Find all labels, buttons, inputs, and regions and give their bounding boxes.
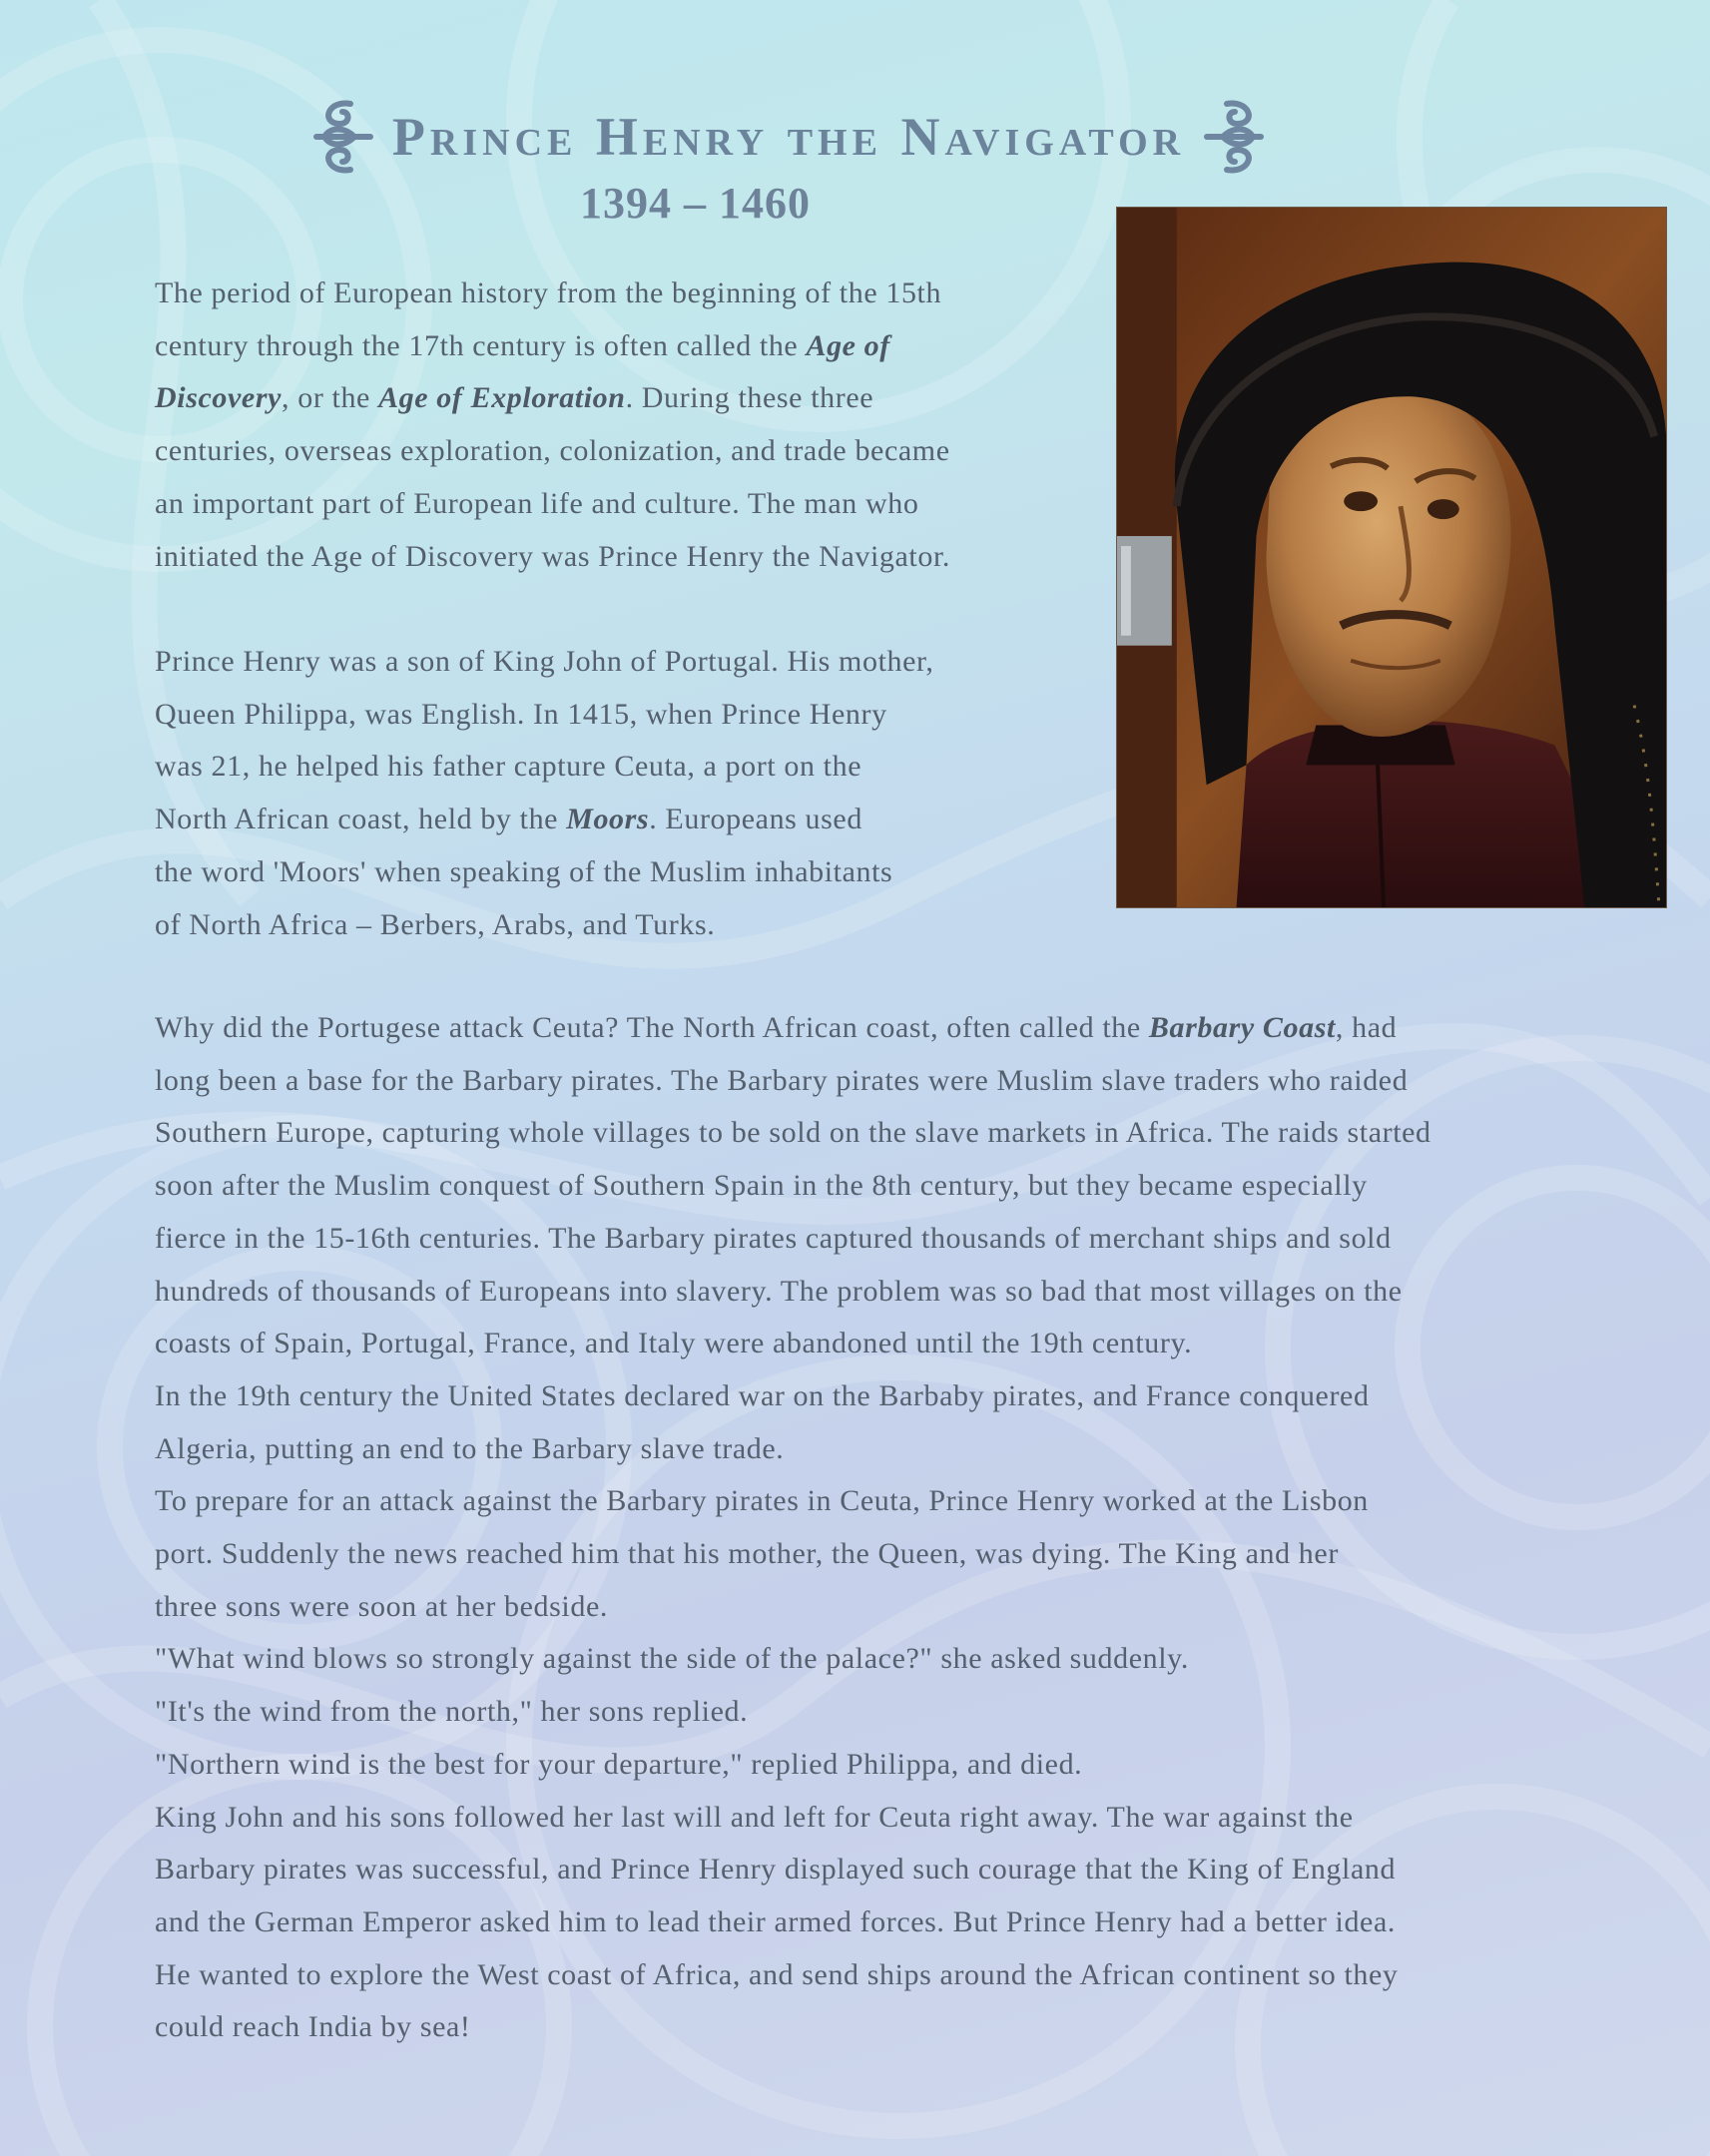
title-wrap [310, 92, 1267, 182]
page-title: Prince Henry the Navigator [391, 107, 1186, 167]
portrait-painting [1117, 208, 1666, 907]
scroll-ornament-right-icon [1203, 92, 1267, 182]
scroll-ornament-left-icon [310, 92, 374, 182]
term-moors: Moors [566, 803, 650, 836]
ceuta-paragraph: Why did the Portugese attack Ceuta? The North African coast, often called the Barbary Coast, had long been a base for the Barbary pirates. The Barbary pirates were Muslim slave traders who raided Southern Europe, capturing whole villages to be sold on the slave markets in Africa. The raids started soon after the Muslim conquest of Southern Spain in the 8th century, but they became especially fierce in the 15-16th centuries. The Barbary pirates captured thousands of merchant ships and sold hundreds of thousands of Europeans into slavery. The problem was so bad that most villages on the coasts of Spain, Portugal, France, and Italy were abandoned until the 19th century. In the 19th century the United States declared war on the Barbaby pirates, and France conquered Algeria, putting an end to the Barbary slave trade. To prepare for an attack against the Barbary pirates in Ceuta, Prince Henry worked at the Lisbon port. Suddenly the news reached him that his mother, the Queen, was dying. The King and her three sons were soon at her bedside. "What wind blows so strongly against the side of the palace?" she asked suddenly. "It's the wind from the north," her sons replied. "Northern wind is the best for your departure," replied Philippa, and died. King John and his sons followed her last will and left for Ceuta right away. The war against the Barbary pirates was successful, and Prince Henry displayed such courage that the King of England and the German Emperor asked him to lead their armed forces. But Prince Henry had a better idea. He wanted to explore the West coast of Africa, and send ships around the African continent so they could reach India by sea! [155, 1011, 1431, 2044]
title-row [0, 92, 1710, 182]
intro-paragraph: The period of European history from the beginning of the 15th century through the 17th century is often called the Age of Discovery, or the Age of Exploration. During these three centuries, overseas exploration, colonization, and trade became an important part of European life and culture. The man who initiated the Age of Discovery was Prince Henry the Navigator. [155, 276, 950, 573]
portrait-image [1116, 207, 1667, 908]
life-dates: 1394 – 1460 [580, 179, 811, 228]
term-barbary-coast: Barbary Coast [1148, 1011, 1336, 1044]
term-age-of-discovery: Age of Discovery [155, 328, 890, 415]
term-age-of-exploration: Age of Exploration [378, 381, 626, 415]
family-paragraph: Prince Henry was a son of King John of Portugal. His mother, Queen Philippa, was English. In 1415, when Prince Henry was 21, he helped his father capture Ceuta, a port on the North African coast, held by the Moors. Europeans used the word 'Moors' when speaking of the Muslim inhabitants of North Africa – Berbers, Arabs, and Turks. [155, 645, 934, 941]
